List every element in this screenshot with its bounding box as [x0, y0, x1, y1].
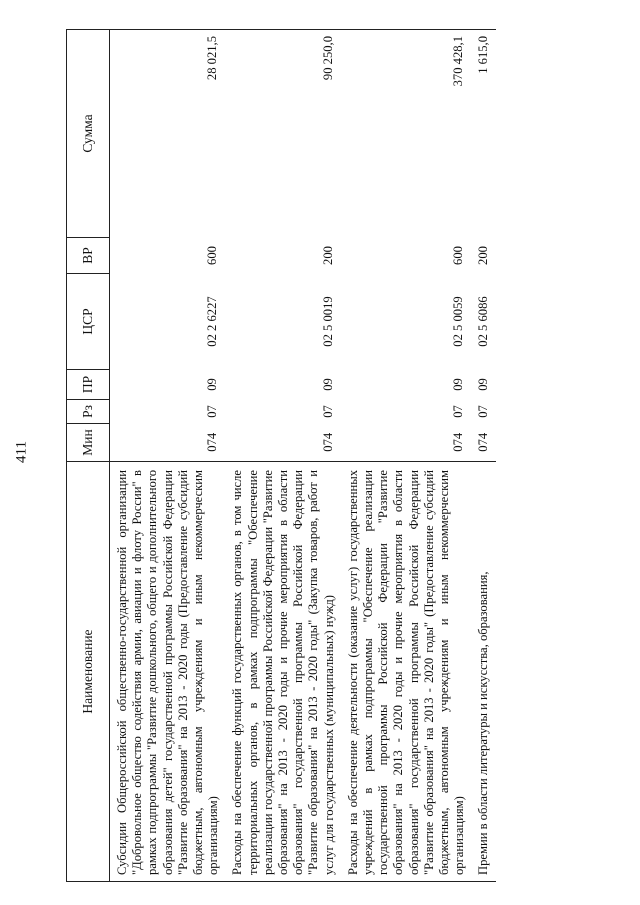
row-sum: 28 021,5 [110, 30, 226, 238]
page-number: 411 [13, 441, 30, 463]
row-name: Субсидии Общероссийской общественно-государственной организации "Добровольное общество содействия армии, авиации и флоту России" в рамках подпрограммы "Развитие дошкольного, общего и дополнительного образования детей" государственной программы Российской Федерации "Развитие образования" на 2013 - 2020 годы (Предоставление субсидий бюджетным, автономным учреждениям и иным некоммерческим организациям) [110, 462, 226, 882]
row-pr: 09 [451, 378, 466, 391]
row-rz: 07 [205, 405, 220, 418]
row-min: 074 [205, 432, 220, 452]
table-header-row [67, 30, 110, 882]
row-pr: 09 [475, 378, 490, 391]
row-csr: 02 5 6086 [475, 296, 490, 347]
row-vr: 200 [320, 246, 335, 265]
header-name: Наименование [67, 462, 110, 882]
row-name: Премии в области литературы и искусства, образования, [471, 462, 495, 882]
header-vr: ВР [67, 238, 110, 274]
row-pr: 09 [320, 378, 335, 391]
row-pr: 09 [205, 378, 220, 391]
header-csr: ЦСР [67, 274, 110, 370]
row-csr: 02 2 6227 [205, 296, 220, 347]
row-rz: 07 [451, 405, 466, 418]
row-name: Расходы на обеспечение функций государственных органов, в том числе территориальных органов, в рамках подпрограммы "Обеспечение реализации государственной программы Российской Федерации "Развитие образования" на 2013 - 2020 годы и прочие мероприятия в области образования" государственной программы Российской Федерации "Развитие образования" на 2013 - 2020 годы" (Закупка товаров, работ и услуг для государственных (муниципальных) нужд) [225, 462, 340, 882]
row-csr: 02 5 0019 [320, 296, 335, 347]
row-vr: 200 [475, 246, 490, 265]
table-row [110, 30, 226, 882]
row-csr: 02 5 0059 [451, 296, 466, 347]
header-pr: ПР [67, 370, 110, 400]
row-sum: 370 428,1 [341, 30, 472, 238]
row-sum: 90 250,0 [225, 30, 340, 238]
table-row [471, 30, 495, 882]
row-min: 074 [320, 432, 335, 452]
header-rz: Рз [67, 400, 110, 424]
row-sum: 1 615,0 [471, 30, 495, 238]
budget-table [66, 29, 496, 882]
row-min: 074 [475, 432, 490, 452]
row-rz: 07 [475, 405, 490, 418]
table-row [225, 30, 340, 882]
row-min: 074 [451, 432, 466, 452]
header-min: Мин [67, 424, 110, 462]
row-vr: 600 [205, 246, 220, 265]
row-rz: 07 [320, 405, 335, 418]
row-name: Расходы на обеспечение деятельности (оказание услуг) государственных учреждений в рамках подпрограммы "Обеспечение реализации государственной программы Российской Федерации "Развитие образования" на 2013 - 2020 годы и прочие мероприятия в области образования" государственной программы Российской Федерации "Развитие образования" на 2013 - 2020 годы" (Предоставление субсидий бюджетным, автономным учреждениям и иным некоммерческим организациям) [341, 462, 472, 882]
header-sum: Сумма [67, 30, 110, 238]
rotated-page-content [66, 30, 596, 882]
table-row [341, 30, 472, 882]
row-vr: 600 [451, 246, 466, 265]
